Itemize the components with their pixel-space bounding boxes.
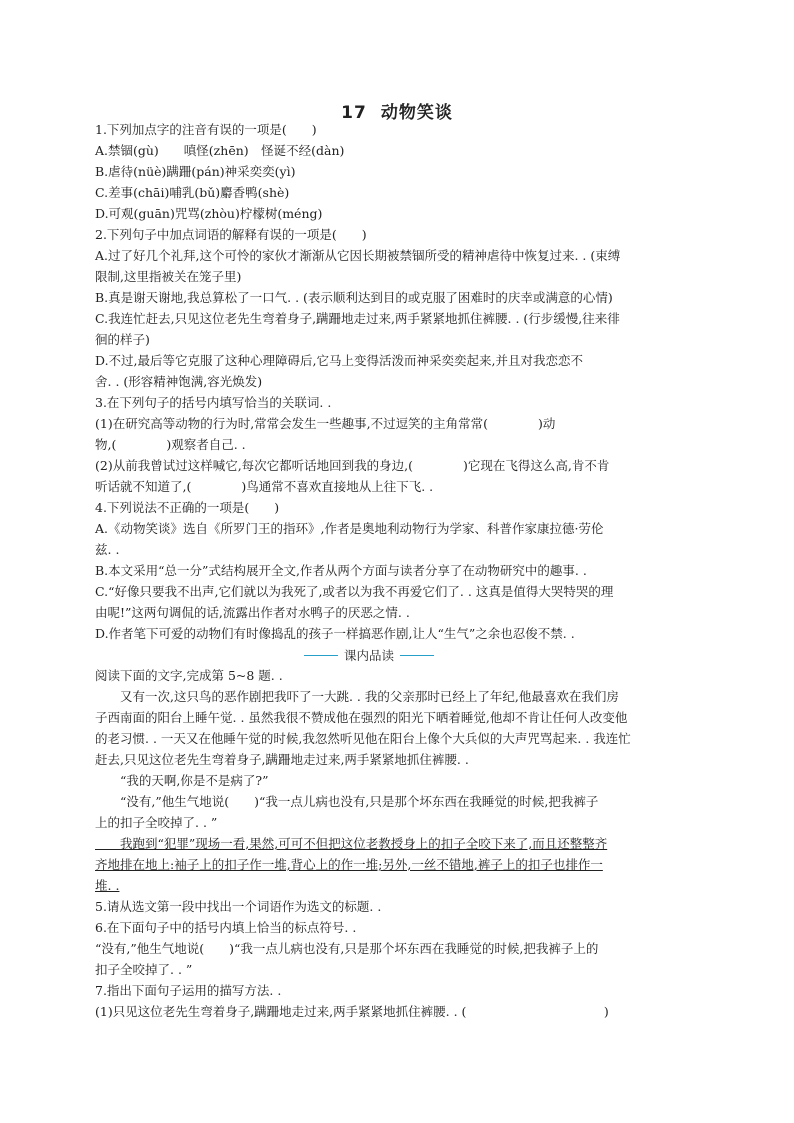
question-6-sentence-cont: 扣子全咬掉了. . ”	[95, 962, 193, 977]
lesson-number: 17	[341, 103, 367, 123]
question-4-option-a-cont: 兹. .	[95, 542, 120, 557]
section-heading-text: 课内品读	[343, 648, 394, 663]
question-1-stem: 1.下列加点字的注音有误的一项是( )	[95, 122, 317, 137]
reading-instructions: 阅读下面的文字,完成第 5~8 题. .	[95, 668, 283, 683]
question-4-option-d: D.作者笔下可爱的动物们有时像捣乱的孩子一样搞恶作剧,让人“生气”之余也忍俊不禁. .	[95, 626, 575, 641]
passage-underlined-line: 堆. .	[95, 878, 120, 893]
question-2-option-c: C.我连忙赶去,只见这位老先生弯着身子,蹒跚地走过来,两手紧紧地抓住裤腰. . (行步缓慢,往来徘	[95, 311, 620, 326]
question-2-option-d-cont: 舍. . (形容精神饱满,容光焕发)	[95, 374, 263, 389]
heading-rule-right	[400, 655, 434, 656]
question-6-stem: 6.在下面句子中的括号内填上恰当的标点符号. .	[95, 920, 357, 935]
heading-rule-left	[304, 655, 338, 656]
passage-line: 上的扣子全咬掉了. . ”	[95, 815, 218, 830]
question-2-option-a: A.过了好几个礼拜,这个可怜的家伙才渐渐从它因长期被禁锢所受的精神虐待中恢复过来. . (束缚	[95, 248, 621, 263]
question-2-option-a-cont: 限制,这里指被关在笼子里)	[95, 269, 242, 284]
question-3-stem: 3.在下列句子的括号内填写恰当的关联词. .	[95, 395, 332, 410]
passage-line: “我的天啊,你是不是病了?”	[95, 773, 269, 788]
lesson-title: 动物笑谈	[380, 103, 453, 123]
question-4-option-a: A.《动物笑谈》选自《所罗门王的指环》,作者是奥地利动物行为学家、科普作家康拉德·劳伦	[95, 521, 604, 536]
question-2-stem: 2.下列句子中加点词语的解释有误的一项是( )	[95, 227, 367, 242]
question-1-option-c: C.差事(chāi)哺乳(bǔ)麝香鸭(shè)	[95, 185, 290, 200]
question-4-option-c-cont: 由呢!”这两句调侃的话,流露出作者对水鸭子的厌恶之情. .	[95, 605, 410, 620]
passage-line: 又有一次,这只鸟的恶作剧把我吓了一大跳. . 我的父亲那时已经上了年纪,他最喜欢在我们房	[95, 689, 619, 704]
question-3-part-1: (1)在研究高等动物的行为时,常常会发生一些趣事,不过逗笑的主角常常( )动	[95, 416, 556, 431]
question-1-option-a: A.禁锢(gù) 嗔怪(zhēn) 怪诞不经(dàn)	[95, 143, 345, 158]
question-5-stem: 5.请从选文第一段中找出一个词语作为选文的标题. .	[95, 899, 382, 914]
question-1-option-b: B.虐待(nüè)蹒跚(pán)神采奕奕(yì)	[95, 164, 296, 179]
passage-line: 的老习惯. . 一天又在他睡午觉的时候,我忽然听见他在阳台上像个大兵似的大声咒骂起来. . 我连忙	[95, 731, 631, 746]
question-2-option-b: B.真是谢天谢地,我总算松了一口气. . (表示顺利达到目的或克服了困难时的庆幸或满意的心情)	[95, 290, 613, 305]
question-2-option-c-cont: 徊的样子)	[95, 332, 150, 347]
question-7-stem: 7.指出下面句子运用的描写方法. .	[95, 983, 282, 998]
passage-line: 赶去,只见这位老先生弯着身子,蹒跚地走过来,两手紧紧地抓住裤腰. .	[95, 752, 469, 767]
question-2-option-d: D.不过,最后等它克服了这种心理障碍后,它马上变得活泼而神采奕奕起来,并且对我恋恋不	[95, 353, 583, 368]
passage-underlined-line: 我跑到“犯罪”现场一看,果然,可可不但把这位老教授身上的扣子全咬下来了,而且还整整齐	[95, 836, 608, 851]
passage-underlined-line: 齐地排在地上:袖子上的扣子作一堆,背心上的作一堆;另外,一丝不错地,裤子上的扣子也排作一	[95, 857, 603, 872]
passage-line: “没有,”他生气地说( )“我一点儿病也没有,只是那个坏东西在我睡觉的时候,把我裤子	[95, 794, 599, 809]
passage-line: 子西南面的阳台上睡午觉. . 虽然我很不赞成他在强烈的阳光下晒着睡觉,他却不肯让任何人改变他	[95, 710, 628, 725]
question-4-option-b: B.本文采用“总一分”式结构展开全文,作者从两个方面与读者分享了在动物研究中的趣事. .	[95, 563, 587, 578]
question-4-stem: 4.下列说法不正确的一项是( )	[95, 500, 280, 515]
question-6-sentence: “没有,”他生气地说( )“我一点儿病也没有,只是那个坏东西在我睡觉的时候,把我裤子上的	[95, 941, 599, 956]
question-7-part-1: (1)只见这位老先生弯着身子,蹒跚地走过来,两手紧紧地抓住裤腰. . ( )	[95, 1004, 609, 1019]
question-3-part-2: (2)从前我曾试过这样喊它,每次它都听话地回到我的身边,( )它现在飞得这么高,肯不肯	[95, 458, 610, 473]
section-heading	[306, 646, 432, 666]
question-3-part-1-cont: 物,( )观察者自己. .	[95, 437, 246, 452]
question-1-option-d: D.可观(guān)咒骂(zhòu)柠檬树(méng)	[95, 206, 323, 221]
question-4-option-c: C.“好像只要我不出声,它们就以为我死了,或者以为我不再爱它们了. . 这真是值得大哭特哭的理	[95, 584, 614, 599]
question-3-part-2-cont: 听话就不知道了,( )鸟通常不喜欢直接地从上往下飞. .	[95, 479, 434, 494]
